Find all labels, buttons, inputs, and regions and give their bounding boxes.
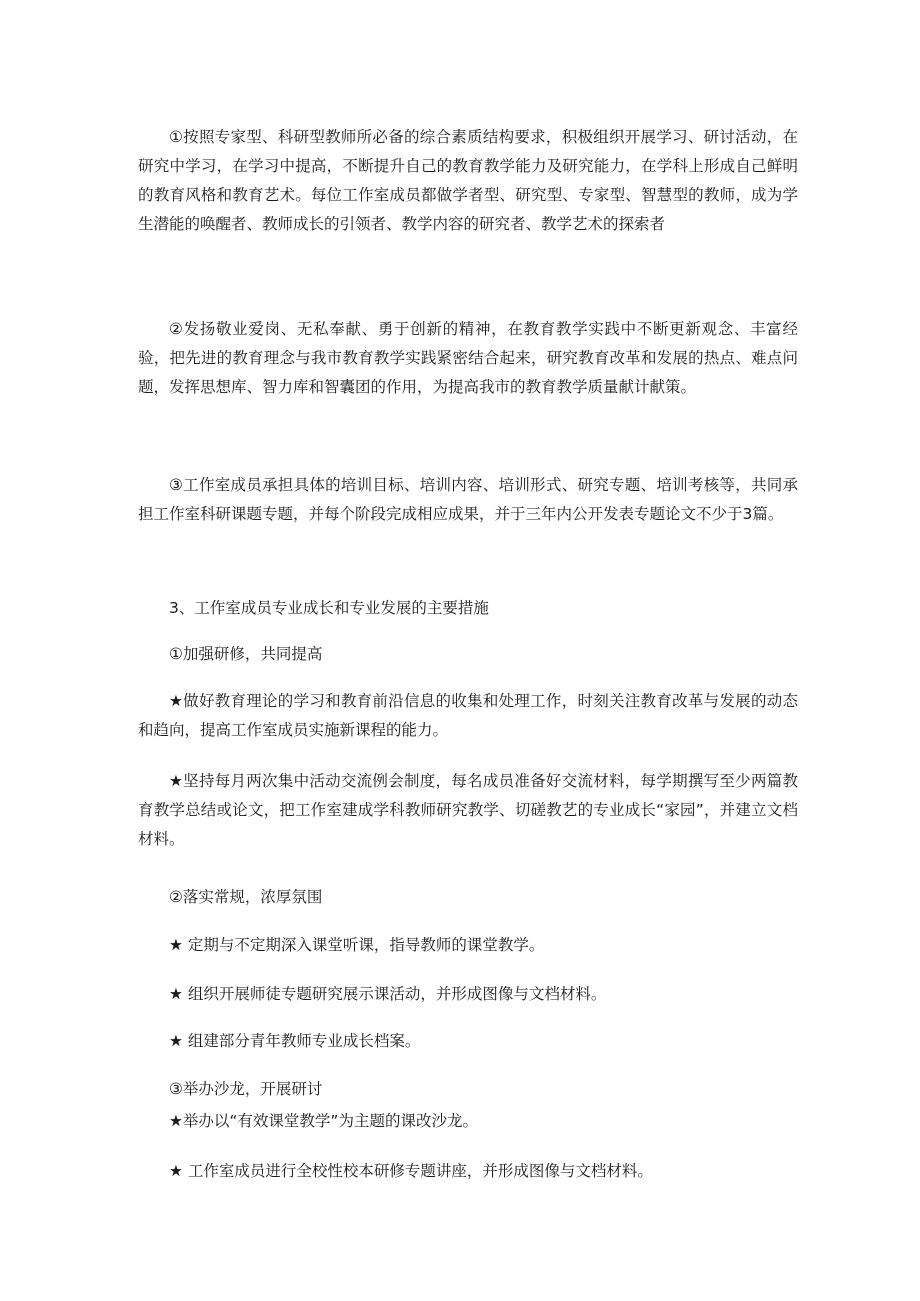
- star-item-7: ★ 工作室成员进行全校性校本研修专题讲座，并形成图像与文档材料。: [169, 1162, 653, 1180]
- section-heading: 3、工作室成员专业成长和专业发展的主要措施: [169, 599, 489, 617]
- star-item-3: ★ 定期与不定期深入课堂听课，指导教师的课堂教学。: [169, 936, 545, 954]
- star-item-2: ★坚持每月两次集中活动交流例会制度，每名成员准备好交流材料，每学期撰写至少两篇教育教学总结或论文，把工作室建成学科教师研究教学、切磋教艺的专业成长“家园”，并建立文档材料。: [138, 772, 798, 848]
- star-item-5: ★ 组建部分青年教师专业成长档案。: [169, 1032, 421, 1050]
- star-item-6: ★举办以“有效课堂教学”为主题的课改沙龙。: [169, 1112, 478, 1130]
- subheading-3: ③举办沙龙，开展研讨: [169, 1080, 323, 1098]
- paragraph-3: ③工作室成员承担具体的培训目标、培训内容、培训形式、研究专题、培训考核等，共同承担工作室科研课题专题，并每个阶段完成相应成果，并于三年内公开发表专题论文不少于3篇。: [138, 476, 798, 523]
- star-item-4: ★ 组织开展师徒专题研究展示课活动，并形成图像与文档材料。: [169, 985, 607, 1003]
- paragraph-1: ①按照专家型、科研型教师所必备的综合素质结构要求，积极组织开展学习、研讨活动，在研究中学习，在学习中提高，不断提升自己的教育教学能力及研究能力，在学科上形成自己鲜明的教育风格和教育艺术。每位工作室成员都做学者型、研究型、专家型、智慧型的教师，成为学生潜能的唤醒者、教师成长的引领者、教学内容的研究者、教学艺术的探索者: [138, 128, 798, 233]
- star-item-1: ★做好教育理论的学习和教育前沿信息的收集和处理工作，时刻关注教育改革与发展的动态和趋向，提高工作室成员实施新课程的能力。: [138, 692, 798, 739]
- subheading-2: ②落实常规，浓厚氛围: [169, 888, 323, 906]
- subheading-1: ①加强研修，共同提高: [169, 645, 323, 663]
- paragraph-2: ②发扬敬业爱岗、无私奉献、勇于创新的精神，在教育教学实践中不断更新观念、丰富经验，把先进的教育理念与我市教育教学实践紧密结合起来，研究教育改革和发展的热点、难点问题，发挥思想库、智力库和智囊团的作用，为提高我市的教育教学质量献计献策。: [138, 320, 798, 396]
